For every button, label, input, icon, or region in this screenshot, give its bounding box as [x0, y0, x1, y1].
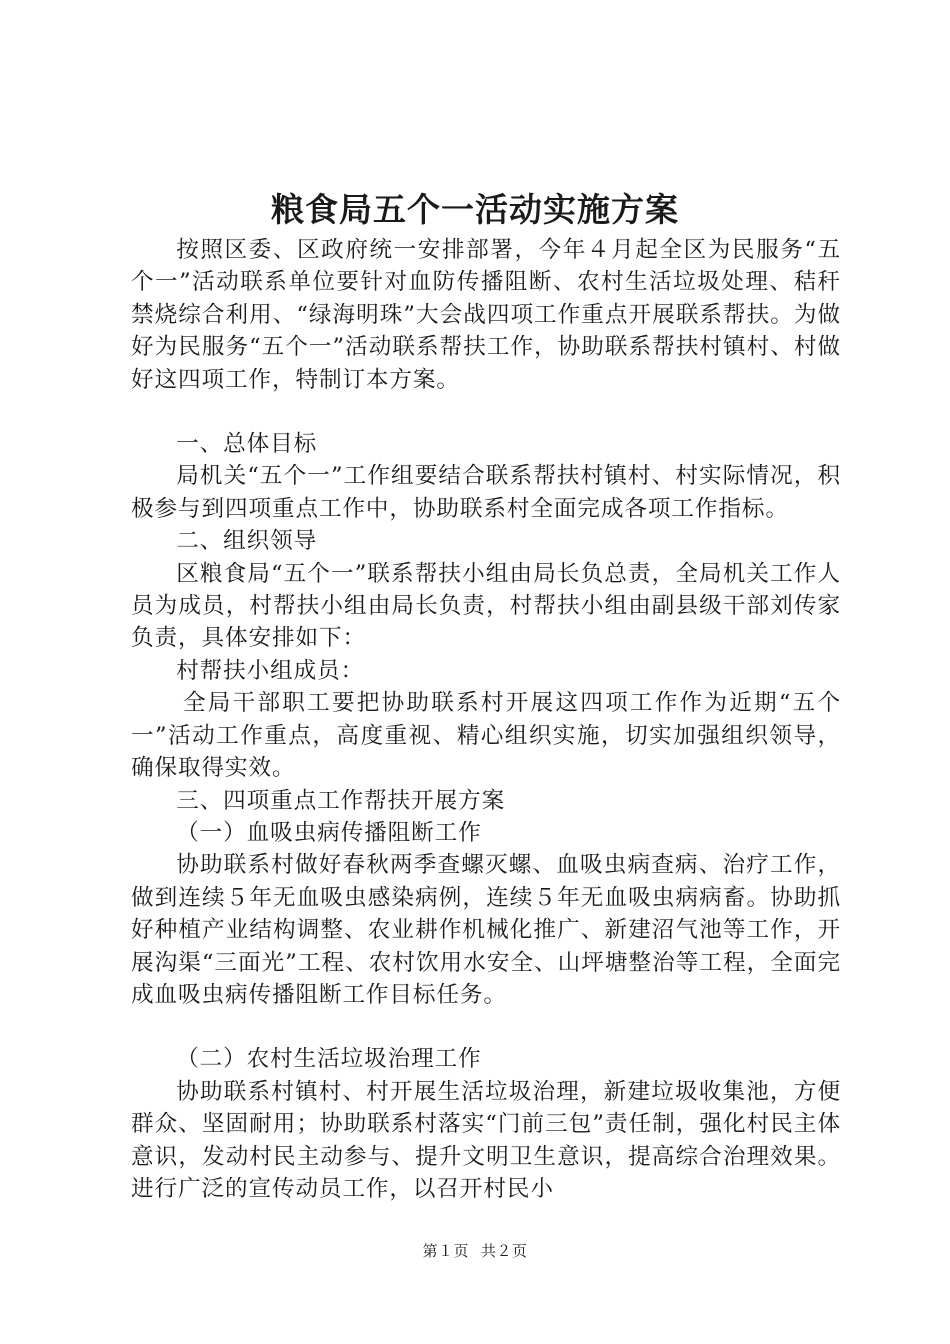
page-footer: [0, 1240, 950, 1262]
team-members-label: 村帮扶小组成员：: [176, 657, 365, 684]
organization-paragraph: 区粮食局“五个一”联系帮扶小组由局长负总责，全局机关工作人员为成员，村帮扶小组由局长负责，村帮扶小组由副县级干部刘传家负责，具体安排如下：: [131, 560, 841, 652]
section-heading-key-work: 三、四项重点工作帮扶开展方案: [176, 787, 506, 814]
section-heading-overall-goal: 一、总体目标: [176, 431, 318, 458]
schistosomiasis-paragraph: 协助联系村做好春秋两季查螺灭螺、血吸虫病查病、治疗工作，做到连续５年无血吸虫感染病例，连续５年无血吸虫病病畜。协助抓好种植产业结构调整、农业耕作机械化推广、新建沼气池等工作，开展沟渠“三面光”工程、农村饮用水安全、山坪塘整治等工程，全面完成血吸虫病传播阻断工作目标任务。: [131, 852, 841, 1008]
page-number: 第１页: [422, 1242, 469, 1260]
page-total: 共２页: [481, 1242, 528, 1260]
garbage-paragraph: 协助联系村镇村、村开展生活垃圾治理，新建垃圾收集池，方便群众、坚固耐用；协助联系村落实“门前三包”责任制，强化村民主体意识，发动村民主动参与、提升文明卫生意识，提高综合治理效果。进行广泛的宣传动员工作，以召开村民小: [131, 1078, 841, 1202]
document-body: [131, 234, 841, 1205]
intro-paragraph: 按照区委、区政府统一安排部署，今年４月起全区为民服务“五个一”活动联系单位要针对血防传播阻断、农村生活垃圾处理、秸秆禁烧综合利用、“绿海明珠”大会战四项工作重点开展联系帮扶。为做好为民服务“五个一”活动联系帮扶工作，协助联系帮扶村镇村、村做好这四项工作，特制订本方案。: [131, 237, 842, 393]
subsection-heading-schistosomiasis: （一）血吸虫病传播阻断工作: [176, 819, 482, 846]
section-heading-organization: 二、组织领导: [176, 528, 318, 555]
overall-goal-paragraph: 局机关“五个一”工作组要结合联系帮扶村镇村、村实际情况，积极参与到四项重点工作中，协助联系村全面完成各项工作指标。: [131, 463, 841, 522]
document-title: 粮食局五个一活动实施方案: [271, 190, 679, 229]
subsection-heading-garbage: （二）农村生活垃圾治理工作: [176, 1046, 482, 1073]
staff-responsibility-paragraph: 全局干部职工要把协助联系村开展这四项工作作为近期“五个一”活动工作重点，高度重视、精心组织实施，切实加强组织领导，确保取得实效。: [131, 690, 841, 782]
